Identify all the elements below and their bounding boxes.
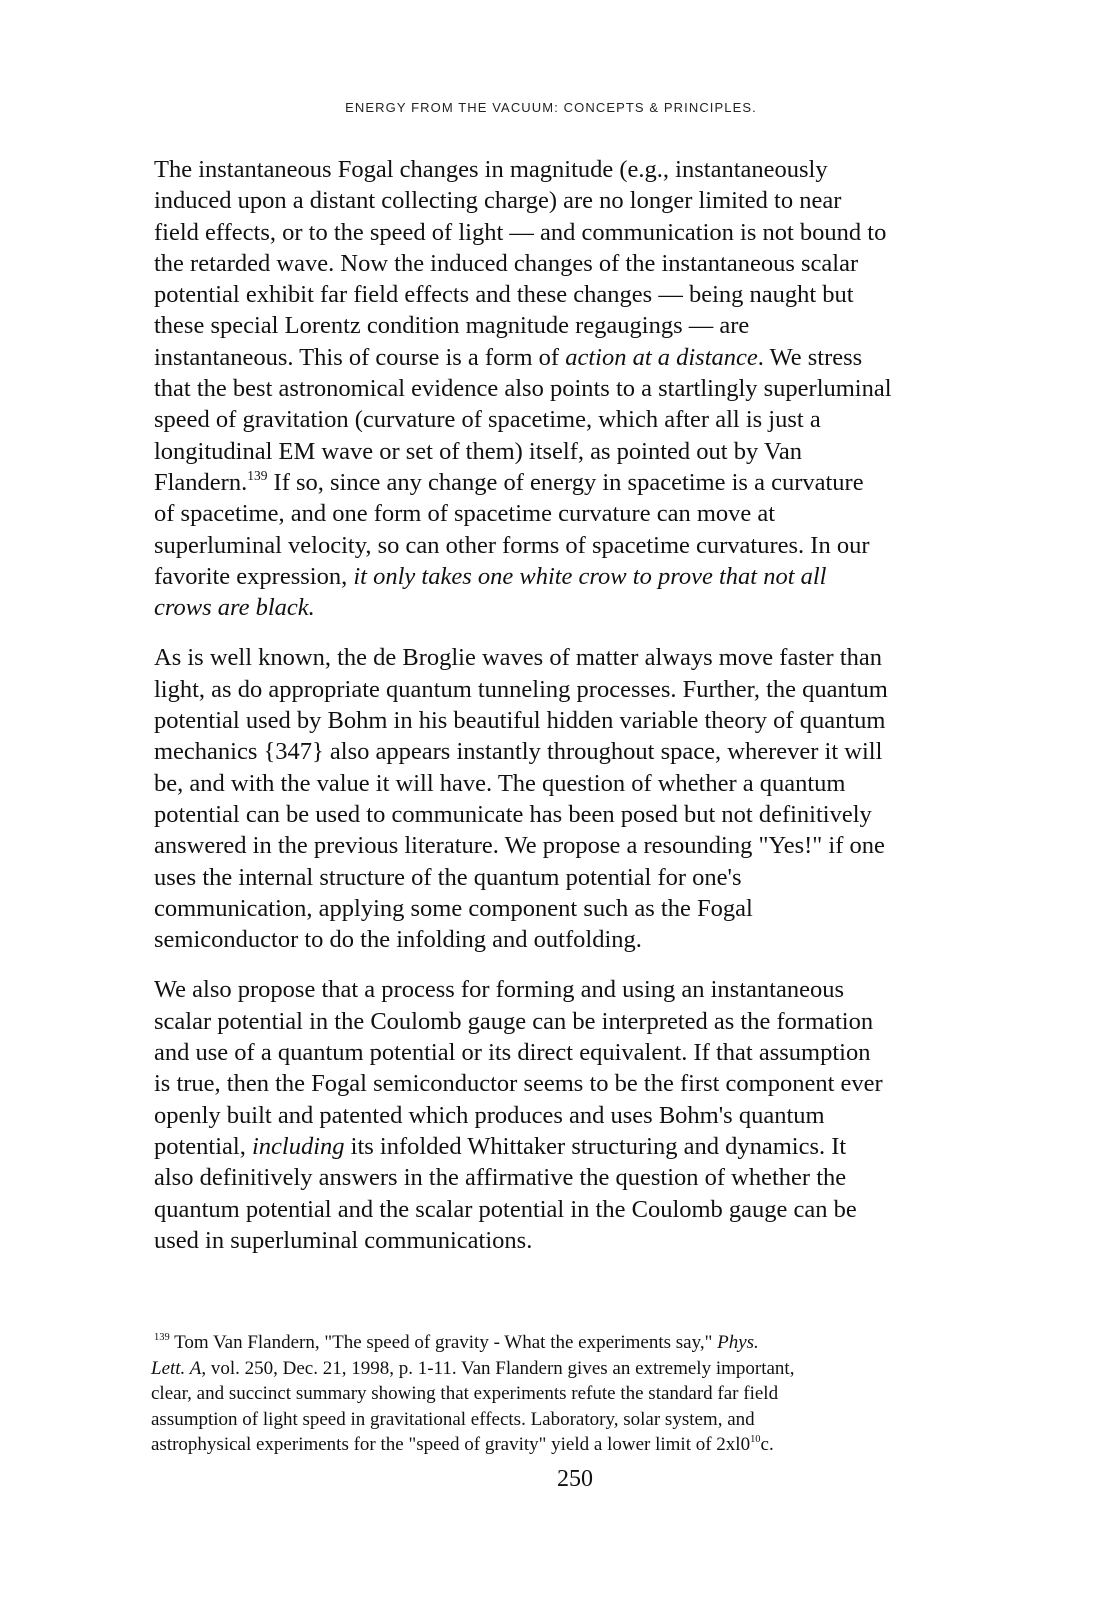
line-text: Tom Van Flandern, "The speed of gravity - What the experiments say," [169, 1332, 718, 1353]
paragraph [154, 154, 1014, 623]
paragraph [154, 974, 1014, 1256]
emphasis-text: crows are black. [154, 594, 315, 622]
line-text: instantaneous. This of course is a form of [154, 343, 566, 371]
text-line: that the best astronomical evidence also points to a startlingly superluminal [154, 375, 892, 403]
text-line: be, and with the value it will have. The question of whether a quantum [154, 769, 846, 797]
text-line [154, 592, 1014, 623]
text-line: of spacetime, and one form of spacetime curvature can move at [154, 500, 776, 528]
line-text: , vol. 250, Dec. 21, 1998, p. 1-11. Van Flandern gives an extremely important, [201, 1357, 795, 1379]
text-line: longitudinal EM wave or set of them) itself, as pointed out by Van [154, 437, 803, 465]
text-line: the retarded wave. Now the induced changes of the instantaneous scalar [154, 249, 859, 277]
emphasis-text: Lett. A [151, 1357, 202, 1379]
text-line: communication, applying some component such as the Fogal [154, 894, 753, 922]
line-text: favorite expression, [154, 562, 354, 590]
footnote-line [151, 1356, 1011, 1382]
footnote-line [151, 1330, 1011, 1356]
text-line: semiconductor to do the infolding and outfolding. [154, 926, 642, 954]
text-line: uses the internal structure of the quantum potential for one's [154, 863, 742, 891]
line-text: potential, [154, 1132, 252, 1160]
footnote-reference[interactable]: 139 [247, 467, 268, 483]
emphasis-text: Phys. [717, 1332, 759, 1353]
superscript-exponent: 10 [750, 1434, 761, 1446]
text-line: answered in the previous literature. We propose a resounding "Yes!" if one [154, 832, 885, 860]
text-line: induced upon a distant collecting charge) are no longer limited to near [154, 187, 842, 215]
text-line: The instantaneous Fogal changes in magnitude (e.g., instantaneously [154, 156, 828, 183]
text-line: mechanics {347} also appears instantly throughout space, wherever it will [154, 738, 883, 766]
text-line: light, as do appropriate quantum tunneling processes. Further, the quantum [154, 675, 888, 703]
text-line: speed of gravitation (curvature of spacetime, which after all is just a [154, 406, 821, 434]
footnote-line: clear, and succinct summary showing that experiments refute the standard far field [151, 1383, 779, 1404]
text-line: and use of a quantum potential or its direct equivalent. If that assumption [154, 1039, 871, 1067]
line-text: its infolded Whittaker structuring and dynamics. It [344, 1132, 847, 1160]
text-line: is true, then the Fogal semiconductor seems to be the first component ever [154, 1070, 883, 1098]
line-text: If so, since any change of energy in spacetime is a curvature [267, 468, 864, 496]
text-line: quantum potential and the scalar potential in the Coulomb gauge can be [154, 1195, 857, 1223]
line-text: astrophysical experiments for the "speed of gravity" yield a lower limit of 2xl0 [151, 1434, 751, 1455]
emphasis-text: including [251, 1132, 345, 1160]
text-line: used in superluminal communications. [154, 1226, 533, 1254]
emphasis-text: action at a distance [565, 343, 758, 371]
text-line: potential can be used to communicate has been posed but not definitively [154, 800, 872, 828]
page-number: 250 [557, 1466, 593, 1492]
line-text: c. [760, 1434, 774, 1455]
text-line [154, 1131, 1014, 1162]
text-line: potential used by Bohm in his beautiful hidden variable theory of quantum [154, 707, 886, 735]
text-line: these special Lorentz condition magnitude regaugings — are [154, 312, 750, 340]
text-line: also definitively answers in the affirmative the question of whether the [154, 1164, 847, 1192]
text-line: potential exhibit far field effects and these changes — being naught but [154, 281, 854, 309]
emphasis-text: it only takes one white crow to prove that not all [353, 562, 827, 590]
text-line [154, 561, 1014, 592]
footnote [151, 1330, 1011, 1458]
text-line: scalar potential in the Coulomb gauge can be interpreted as the formation [154, 1007, 874, 1035]
text-line: We also propose that a process for forming and using an instantaneous [154, 976, 844, 1004]
text-line: superluminal velocity, so can other forms of spacetime curvatures. In our [154, 531, 870, 559]
text-line [154, 342, 1014, 373]
body-text [154, 154, 1014, 1275]
text-line: As is well known, the de Broglie waves of matter always move faster than [154, 644, 883, 672]
footnote-line: assumption of light speed in gravitational effects. Laboratory, solar system, and [151, 1408, 755, 1430]
line-text: . We stress [757, 343, 863, 371]
text-line: openly built and patented which produces and uses Bohm's quantum [154, 1101, 825, 1129]
text-line: field effects, or to the speed of light — and communication is not bound to [154, 218, 887, 246]
footnote-line [151, 1432, 1011, 1458]
running-head: ENERGY FROM THE VACUUM: CONCEPTS & PRINCIPLES. [345, 100, 757, 115]
footnote-marker: 139 [154, 1332, 170, 1344]
paragraph [154, 642, 1014, 955]
text-line [154, 467, 1014, 498]
line-text: Flandern. [154, 468, 248, 496]
